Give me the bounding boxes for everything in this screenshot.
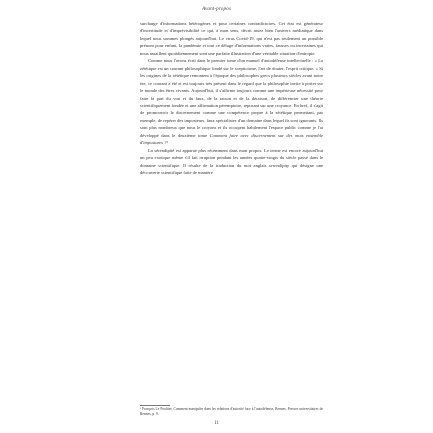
paragraph [140,147,323,177]
footnote: ¹ François Le Poultier, Comment manipuler dans les relations d'autorité face à l'autodéfense, Rennes, Presses universitaires de Rennes, p. 9. [140,407,323,417]
text-run: surcharge d'informations hétérogènes et pour certaines contradictoires. Cet état est générateur d'incertitude et d'imprévisibilité ce qui, à mon sens, décrit assez bien l'univers médiatique dans lequel nous sommes plongés aujourd'hui. Le virus Covid-19, qui n'est pas seulement un possible prénom pour enfant, la pandémie et tout ce déluge d'informations vraies, fausses ou incertaines qui nous assaillent quotidiennement sont une parfaite illustration d'une véritable situation d'entropie. [140,21,323,56]
running-head: Avant-propos [202,6,231,12]
paragraph [140,57,323,146]
italic-text: serendipity [269,162,290,168]
footnotes [140,407,323,417]
italic-text: Comment faire avec discernement sur des mots ensemble d'impostures ? [140,132,323,146]
page-number: 11 [214,421,219,426]
footnote-separator [140,405,170,406]
text-run: Comme nous l'avons écrit dans le premier tome d'un manuel d'autodéfense intellectuelle : « La zététique est un courant philosophique fondé sur le scepticisme, l'art de douter, l'esprit critique. » Si les origines de la zététique remontent à l'époque des philosophes grecs plusieurs siècles avant notre ère, ce courant a été et est toujours très présent dans le regard que la philosophie invite à porter sur le monde des êtres vivants. Aujourd'hui, il s'affirme toujours comme une impérieuse nécessité pour faire la part du vrai et du faux, de la raison et de la déraison, de différencier une théorie scientifiquement fondée et une affirmation péremptoire, reposant sur une croyance. En bref, il s'agit de promouvoir le discernement comme une compétence propre à la zététique permettant, par exemple, de repérer des imposteurs, faux spécialistes d'un domaine dans lequel ils sont ignorants. Ils sont plus nombreux que nous le croyons et ils occupent habilement l'espace public comme je l'ai développé dans le deuxième tome [140,58,323,138]
paragraph [140,20,323,57]
text-run: La sérendipité est apparue plus récemment dans mon propos. Le terme est encore aujourd'hui un peu exotique même s'il fait irruption pendant les années quatre-vingts du siècle passé dans le domaine scientifique. Il résulte de la traduction du mot anglais [140,147,323,168]
text-run: ¹ [166,140,168,146]
text-run: qui désigne une découverte scientifique faite de manière [140,162,323,176]
body-text [140,20,323,177]
